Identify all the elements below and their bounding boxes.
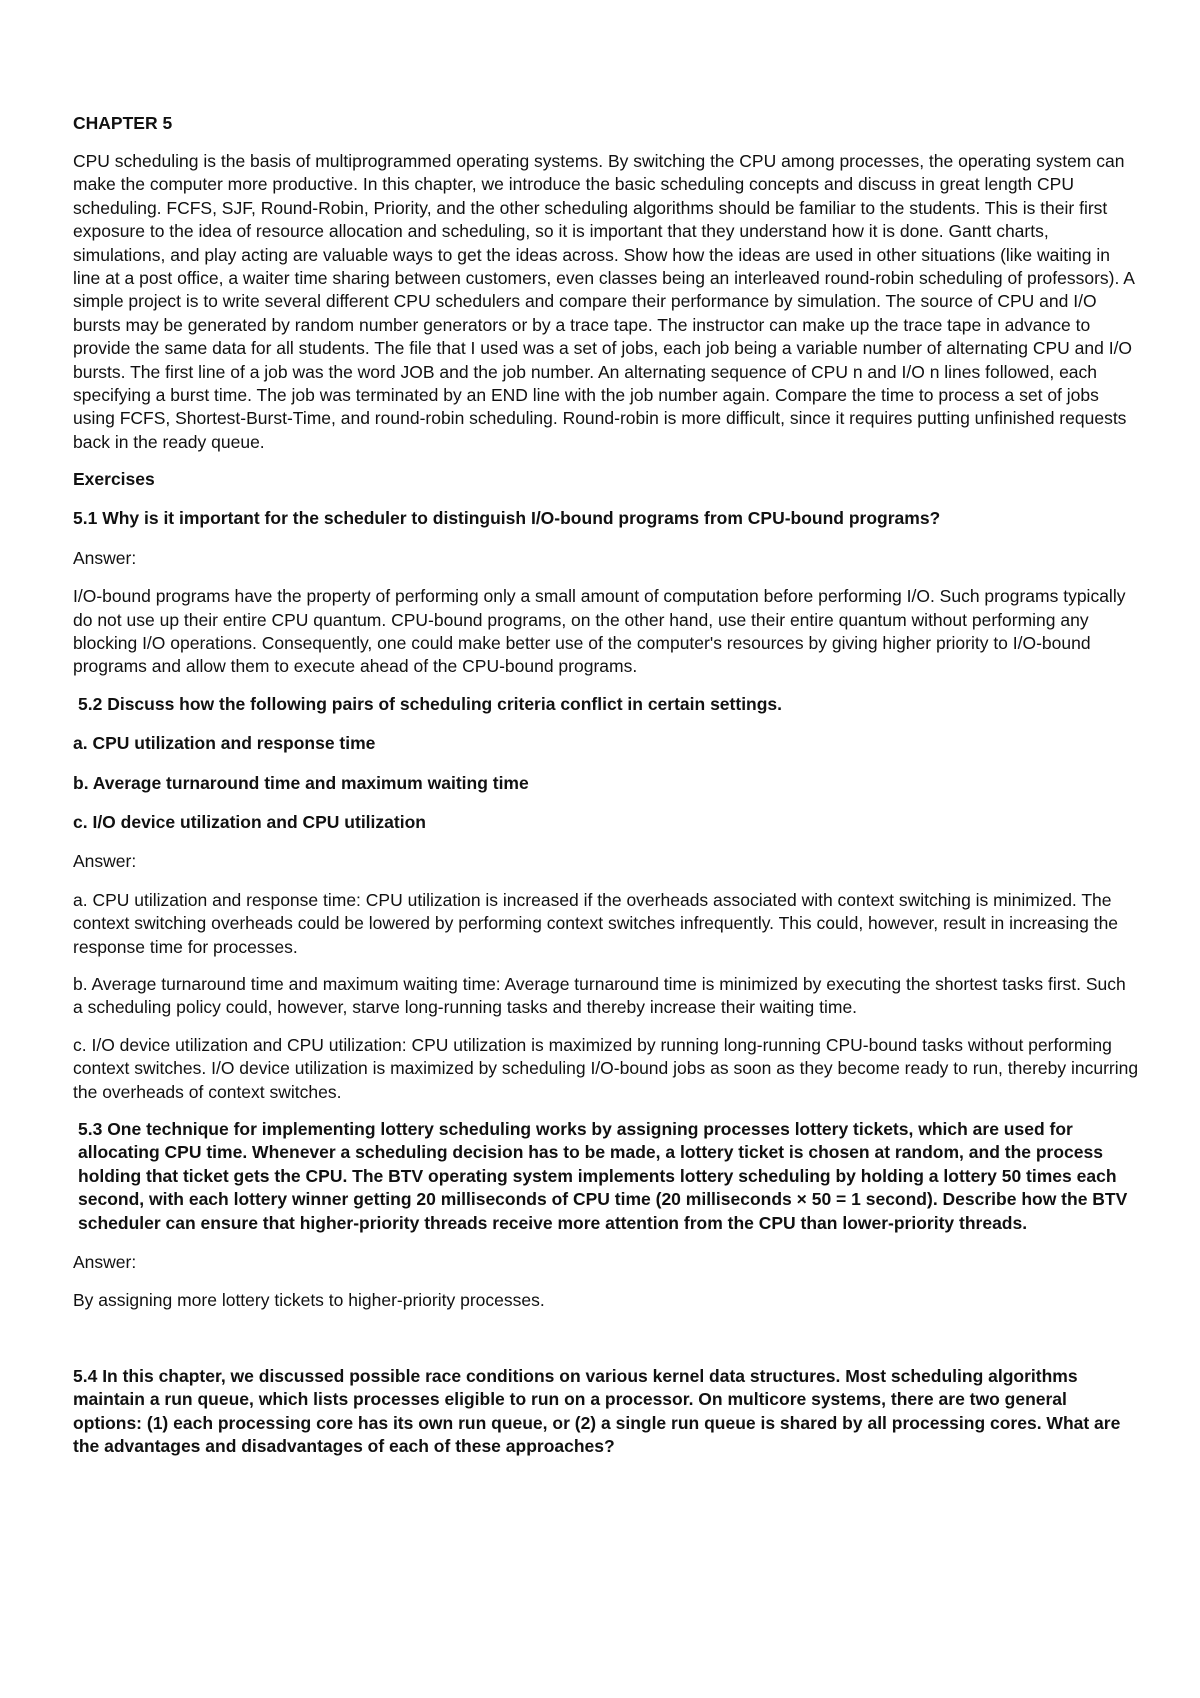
question-5-2-item-c: c. I/O device utilization and CPU utilization — [73, 811, 426, 832]
answer-label-5-1: Answer: — [73, 547, 137, 568]
question-5-1: 5.1 Why is it important for the scheduler to distinguish I/O-bound programs from CPU-bound programs? — [73, 508, 941, 529]
question-5-2-item-b: b. Average turnaround time and maximum waiting time — [73, 772, 529, 793]
answer-5-1: I/O-bound programs have the property of performing only a small amount of computation before performing I/O. Such programs typically do not use up their entire CPU quantum. CPU-bound programs, on the other hand, use their entire quantum without performing any blocking I/O operations. Consequently, one could make better use of the computer's resources by giving higher priority to I/O-bound programs and allow them to execute ahead of the CPU-bound programs. — [73, 586, 1126, 677]
answer-label-5-2: Answer: — [73, 851, 137, 872]
spacer — [73, 1327, 1140, 1365]
exercises-heading: Exercises — [73, 469, 155, 490]
answer-5-2-a: a. CPU utilization and response time: CPU utilization is increased if the overheads associated with context switching is minimized. The context switching overheads could be lowered by performing context switches infrequently. This could, however, result in increasing the response time for processes. — [73, 889, 1119, 957]
chapter-intro: CPU scheduling is the basis of multiprogrammed operating systems. By switching the CPU among processes, the operating system can make the computer more productive. In this chapter, we introduce the basic scheduling concepts and discuss in great length CPU scheduling. FCFS, SJF, Round-Robin, Priority, and the other scheduling algorithms should be familiar to the students. This is their first exposure to the idea of resource allocation and scheduling, so it is important that they understand how it is done. Gantt charts, simulations, and play acting are valuable ways to get the ideas across. Show how the ideas are used in other situations (like waiting in line at a post office, a waiter time sharing between customers, even classes being an interleaved round-robin scheduling of professors). A simple project is to write several different CPU schedulers and compare their performance by simulation. The source of CPU and I/O bursts may be generated by random number generators or by a trace tape. The instructor can make up the trace tape in advance to provide the same data for all students. The file that I used was a set of jobs, each job being a variable number of alternating CPU and I/O bursts. The first line of a job was the word JOB and the job number. An alternating sequence of CPU n and I/O n lines followed, each specifying a burst time. The job was terminated by an END line with the job number again. Compare the time to process a set of jobs using FCFS, Shortest-Burst-Time, and round-robin scheduling. Round-robin is more difficult, since it requires putting unfinished requests back in the ready queue. — [73, 151, 1134, 452]
answer-5-2-c: c. I/O device utilization and CPU utilization: CPU utilization is maximized by running long-running CPU-bound tasks without performing context switches. I/O device utilization is maximized by scheduling I/O-bound jobs as soon as they become ready to run, thereby incurring the overheads of context switches. — [73, 1034, 1139, 1102]
question-5-3: 5.3 One technique for implementing lottery scheduling works by assigning processes lottery tickets, which are used for allocating CPU time. Whenever a scheduling decision has to be made, a lottery ticket is chosen at random, and the process holding that ticket gets the CPU. The BTV operating system implements lottery scheduling by holding a lottery 50 times each second, with each lottery winner getting 20 milliseconds of CPU time (20 milliseconds × 50 = 1 second). Describe how the BTV scheduler can ensure that higher-priority threads receive more attention from the CPU than lower-priority threads. — [78, 1119, 1128, 1233]
question-5-2-item-a: a. CPU utilization and response time — [73, 733, 376, 754]
chapter-title: CHAPTER 5 — [73, 113, 173, 133]
answer-5-2-b: b. Average turnaround time and maximum waiting time: Average turnaround time is minimized by executing the shortest tasks first. Such a scheduling policy could, however, starve long-running tasks and thereby increase their waiting time. — [73, 973, 1126, 1018]
question-5-4: 5.4 In this chapter, we discussed possible race conditions on various kernel data structures. Most scheduling algorithms maintain a run queue, which lists processes eligible to run on a processor. On multicore systems, there are two general options: (1) each processing core has its own run queue, or (2) a single run queue is shared by all processing cores. What are the advantages and disadvantages of each of these approaches? — [73, 1365, 1121, 1457]
question-5-2: 5.2 Discuss how the following pairs of scheduling criteria conflict in certain settings. — [78, 693, 783, 714]
answer-label-5-3: Answer: — [73, 1252, 137, 1273]
answer-5-3: By assigning more lottery tickets to higher-priority processes. — [73, 1290, 545, 1311]
